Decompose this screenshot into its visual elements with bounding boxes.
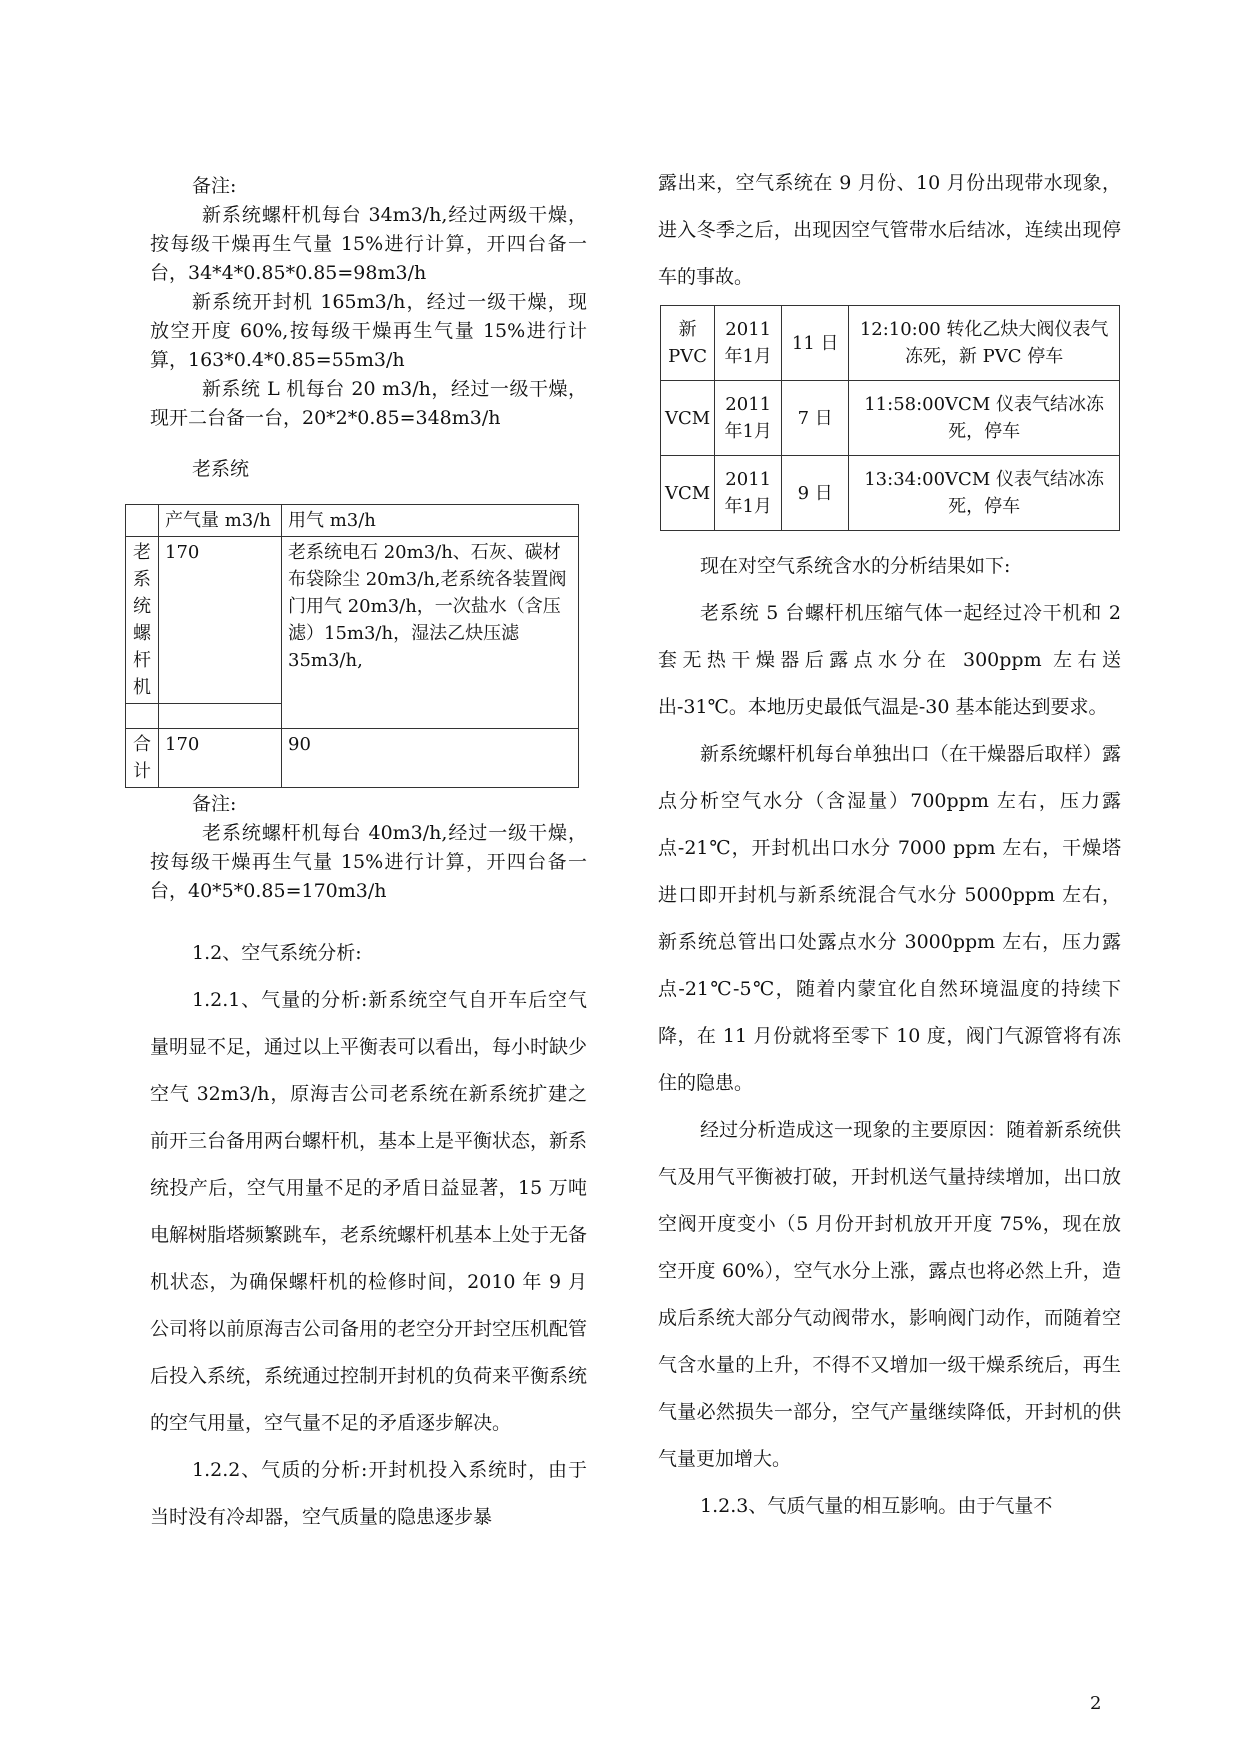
body-paragraph: 现在对空气系统含水的分析结果如下: <box>700 555 1011 577</box>
section-label: 老系统 <box>192 458 250 480</box>
incident-day: 9 日 <box>782 456 849 531</box>
incident-unit: VCM <box>661 381 715 456</box>
table-cell <box>126 704 159 729</box>
row-label: 老系统螺杆机 <box>126 537 159 704</box>
table-cell: 170 <box>159 729 282 788</box>
table-header: 用气 m3/h <box>282 505 579 537</box>
table-row <box>126 537 579 704</box>
left-column <box>150 172 587 484</box>
note-paragraph: 老系统螺杆机每台 40m3/h,经过一级干燥，按每级干燥再生气量 15%进行计算，开四台备一台，40*5*0.85=170m3/h <box>150 822 587 902</box>
section-heading: 1.2、空气系统分析: <box>192 942 362 964</box>
body-paragraph: 1.2.2、气质的分析:开封机投入系统时，由于当时没有冷却器，空气质量的隐患逐步暴 <box>150 1459 587 1528</box>
table-cell <box>126 505 159 537</box>
incident-day: 11 日 <box>782 306 849 381</box>
incident-desc: 11:58:00VCM 仪表气结冰冻死，停车 <box>849 381 1120 456</box>
note-paragraph: 新系统 L 机每台 20 m3/h，经过一级干燥，现开二台备一台，20*2*0.85=348m3/h <box>150 378 587 429</box>
incident-table <box>660 305 1120 531</box>
note-paragraph: 新系统开封机 165m3/h，经过一级干燥，现放空开度 60%,按每级干燥再生气量 15%进行计算，163*0.4*0.85=55m3/h <box>150 291 587 371</box>
table-row <box>661 456 1120 531</box>
body-paragraph: 老系统 5 台螺杆机压缩气体一起经过冷干机和 2 套无热干燥器后露点水分在 300ppm 左右送出-31℃。本地历史最低气温是-30 基本能达到要求。 <box>658 602 1121 718</box>
incident-year: 2011年1月 <box>715 381 782 456</box>
page-number: 2 <box>1090 1693 1102 1714</box>
incident-unit: VCM <box>661 456 715 531</box>
note-paragraph: 新系统螺杆机每台 34m3/h,经过两级干燥，按每级干燥再生气量 15%进行计算，开四台备一台，34*4*0.85*0.85=98m3/h <box>150 204 587 284</box>
table-row <box>661 381 1120 456</box>
table-header: 产气量 m3/h <box>159 505 282 537</box>
incident-day: 7 日 <box>782 381 849 456</box>
body-paragraph: 1.2.1、气量的分析:新系统空气自开车后空气量明显不足，通过以上平衡表可以看出，每小时缺少空气 32m3/h，原海吉公司老系统在新系统扩建之前开三台备用两台螺杆机，基本上是平衡状态，新系统投产后，空气用量不足的矛盾日益显著，15 万吨电解树脂塔频繁跳车，老系统螺杆机基本上处于无备机状态，为确保螺杆机的检修时间，2010 年 9 月公司将以前原海吉公司备用的老空分开封空压机配管后投入系统，系统通过控制开封机的负荷来平衡系统的空气用量，空气量不足的矛盾逐步解决。 <box>150 989 588 1434</box>
left-column-lower <box>150 790 587 1541</box>
right-column <box>658 160 1121 1530</box>
table-cell: 老系统电石 20m3/h、石灰、碳材布袋除尘 20m3/h,老系统各装置阀门用气 20m3/h，一次盐水（含压滤）15m3/h，湿法乙炔压滤 35m3/h, <box>282 537 579 729</box>
incident-desc: 12:10:00 转化乙炔大阀仪表气冻死，新 PVC 停车 <box>849 306 1120 381</box>
incident-year: 2011年1月 <box>715 306 782 381</box>
table-cell: 170 <box>159 537 282 704</box>
body-paragraph: 新系统螺杆机每台单独出口（在干燥器后取样）露点分析空气水分（含湿量）700ppm 左右，压力露点-21℃，开封机出口水分 7000 ppm 左右，干燥塔进口即开封机与新系统混合气水分 5000ppm 左右，新系统总管出口处露点水分 3000ppm 左右，压力露点-21℃-5℃，随着内蒙宜化自然环境温度的持续下降，在 11 月份就将至零下 10 度，阀门气源管将有冻住的隐患。 <box>658 743 1121 1094</box>
note-label: 备注: <box>192 793 237 815</box>
table-cell <box>159 704 282 729</box>
table-row <box>661 306 1120 381</box>
old-system-table <box>125 504 579 788</box>
body-paragraph: 经过分析造成这一现象的主要原因：随着新系统供气及用气平衡被打破，开封机送气量持续增加，出口放空阀开度变小（5 月份开封机放开开度 75%，现在放空开度 60%），空气水分上涨，露点也将必然上升，造成后系统大部分气动阀带水，影响阀门动作，而随着空气含水量的上升，不得不又增加一级干燥系统后，再生气量必然损失一部分，空气产量继续降低，开封机的供气量更加增大。 <box>658 1119 1121 1470</box>
body-paragraph: 露出来，空气系统在 9 月份、10 月份出现带水现象，进入冬季之后，出现因空气管带水后结冰，连续出现停车的事故。 <box>658 172 1121 288</box>
incident-unit: 新PVC <box>661 306 715 381</box>
incident-desc: 13:34:00VCM 仪表气结冰冻死，停车 <box>849 456 1120 531</box>
incident-year: 2011年1月 <box>715 456 782 531</box>
row-label: 合计 <box>126 729 159 788</box>
table-row <box>126 505 579 537</box>
table-row <box>126 729 579 788</box>
body-paragraph: 1.2.3、气质气量的相互影响。由于气量不 <box>700 1495 1053 1517</box>
note-label: 备注: <box>192 175 237 197</box>
table-cell: 90 <box>282 729 579 788</box>
